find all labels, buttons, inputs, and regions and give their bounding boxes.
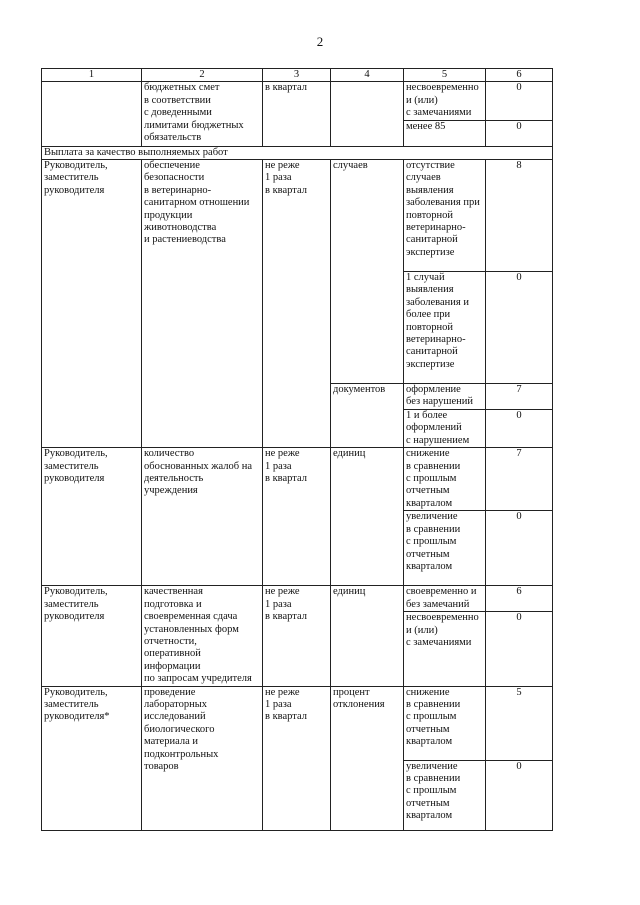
score-cell [486,272,553,384]
period-cell: в квартал [263,82,331,146]
condition-cell: отсутствие случаев выявления заболевания при повторной ветеринарно- санитарной экспертизе [404,160,486,272]
unit-cell: единиц [331,586,404,686]
unit-cell [331,82,404,146]
unit-cell: процент отклонения [331,686,404,830]
header-row [42,69,553,82]
period-cell: не реже 1 раза в квартал [263,686,331,830]
column-number: 5 [404,69,486,82]
criterion-cell: обеспечение безопасности в ветеринарно- санитарном отношении продукции животноводства и растениеводства [142,160,263,448]
table-row [42,686,553,760]
condition-cell: несвоевременно и (или) с замечаниями [404,82,486,120]
condition-cell: менее 85 [404,120,486,146]
criteria-table-body [42,69,553,831]
condition-cell: снижение в сравнении с прошлым отчетным кварталом [404,686,486,760]
score-value: 0 [516,760,522,772]
score-value: 5 [516,686,522,698]
column-number: 2 [142,69,263,82]
column-number: 3 [263,69,331,82]
score-value: 0 [516,82,522,94]
condition-cell: 1 случай выявления заболевания и более при повторной ветеринарно- санитарной экспертизе [404,272,486,384]
score-cell [486,586,553,612]
column-number: 4 [331,69,404,82]
criterion-cell: бюджетных смет в соответствии с доведенными лимитами бюджетных обязательств [142,82,263,146]
score-cell [486,448,553,511]
unit-cell: случаев [331,160,404,384]
condition-cell: снижение в сравнении с прошлым отчетным кварталом [404,448,486,511]
column-number: 6 [486,69,553,82]
score-cell [486,384,553,410]
position-cell: Руководитель, заместитель руководителя* [42,686,142,830]
table-row [42,82,553,120]
condition-cell: своевременно и без замечаний [404,586,486,612]
table-row [42,586,553,612]
score-value: 7 [516,384,522,396]
score-value: 0 [516,612,522,624]
section-title: Выплата за качество выполняемых работ [42,146,553,159]
unit-cell: документов [331,384,404,448]
section-row [42,146,553,159]
table-row [42,160,553,272]
table-row [42,448,553,511]
score-cell [486,760,553,830]
score-value: 8 [516,160,522,172]
score-cell [486,612,553,686]
page-number: 2 [316,34,324,49]
score-value: 0 [516,511,522,523]
position-cell: Руководитель, заместитель руководителя [42,448,142,586]
condition-cell: несвоевременно и (или) с замечаниями [404,612,486,686]
score-cell [486,511,553,586]
condition-cell: 1 и более оформлений с нарушением [404,410,486,448]
score-cell [486,120,553,146]
position-cell [42,82,142,146]
score-value: 7 [516,448,522,460]
unit-cell: единиц [331,448,404,586]
period-cell: не реже 1 раза в квартал [263,448,331,586]
position-cell: Руководитель, заместитель руководителя [42,586,142,686]
column-number: 1 [42,69,142,82]
score-value: 0 [516,120,522,132]
period-cell: не реже 1 раза в квартал [263,160,331,448]
score-value: 0 [516,410,522,422]
score-value: 0 [516,272,522,284]
criterion-cell: количество обоснованных жалоб на деятельность учреждения [142,448,263,586]
score-cell [486,686,553,760]
score-cell [486,160,553,272]
position-cell: Руководитель, заместитель руководителя [42,160,142,448]
condition-cell: увеличение в сравнении с прошлым отчетным кварталом [404,511,486,586]
score-cell [486,82,553,120]
condition-cell: оформление без нарушений [404,384,486,410]
condition-cell: увеличение в сравнении с прошлым отчетным кварталом [404,760,486,830]
score-value: 6 [516,586,522,598]
criteria-table [41,68,553,831]
criterion-cell: проведение лабораторных исследований биологического материала и подконтрольных товаров [142,686,263,830]
score-cell [486,410,553,448]
criterion-cell: качественная подготовка и своевременная сдача установленных форм отчетности, оперативной информации по запросам учредителя [142,586,263,686]
period-cell: не реже 1 раза в квартал [263,586,331,686]
